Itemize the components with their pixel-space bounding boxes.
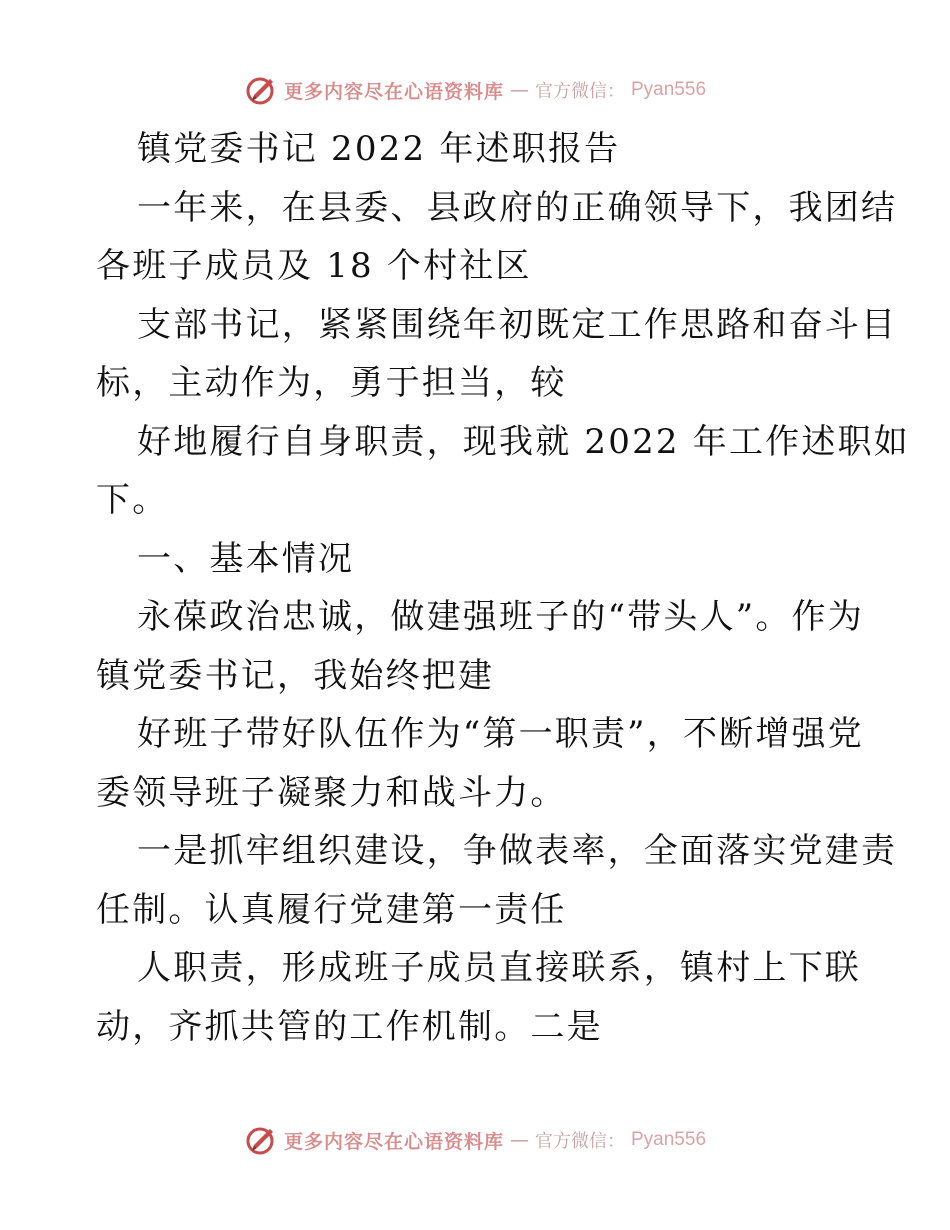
document-title: 镇党委书记 2022 年述职报告 xyxy=(137,129,621,169)
text-line: 人职责，形成班子成员直接联系，镇村上下联 xyxy=(137,948,861,988)
text-line: 委领导班子凝聚力和战斗力。 xyxy=(96,772,567,813)
text-line: 动，齐抓共管的工作机制。二是 xyxy=(96,1006,603,1047)
header-watermark xyxy=(0,70,950,110)
watermark-wechat-id: Pyan556 xyxy=(631,1129,707,1150)
text-line: 标，主动作为，勇于担当，较 xyxy=(96,363,567,403)
text-line: 好班子带好队伍作为“第一职责”，不断增强党 xyxy=(137,714,864,754)
text-line: 一年来，在县委、县政府的正确领导下，我团结 xyxy=(137,187,898,228)
watermark-separator: — xyxy=(510,79,529,101)
text-line: 一、基本情况 xyxy=(137,538,355,579)
text-line: 支部书记，紧紧围绕年初既定工作思路和奋斗目 xyxy=(137,304,898,345)
watermark-separator: — xyxy=(510,1129,529,1151)
text-line: 好地履行自身职责，现我就 2022 年工作述职如 xyxy=(137,421,910,462)
document-body xyxy=(96,120,910,1056)
watermark-wechat-label: 官方微信： xyxy=(535,81,625,102)
text-line: 下。 xyxy=(96,480,169,520)
footer-watermark xyxy=(0,1120,950,1160)
text-line: 任制。认真履行党建第一责任 xyxy=(96,889,567,930)
watermark-site-text: 更多内容尽在心语资料库 xyxy=(283,1130,504,1153)
watermark-wechat-id: Pyan556 xyxy=(631,79,707,100)
text-line: 永葆政治忠诚，做建强班子的“带头人”。作为 xyxy=(137,597,864,637)
text-line: 镇党委书记，我始终把建 xyxy=(96,655,495,696)
pen-logo-icon xyxy=(244,73,278,107)
text-line: 各班子成员及 18 个村社区 xyxy=(96,246,532,286)
text-line: 一是抓牢组织建设，争做表率，全面落实党建责 xyxy=(137,831,898,871)
watermark-site-text: 更多内容尽在心语资料库 xyxy=(283,80,504,103)
watermark-wechat-label: 官方微信： xyxy=(535,1131,625,1152)
pen-logo-icon xyxy=(244,1123,278,1157)
